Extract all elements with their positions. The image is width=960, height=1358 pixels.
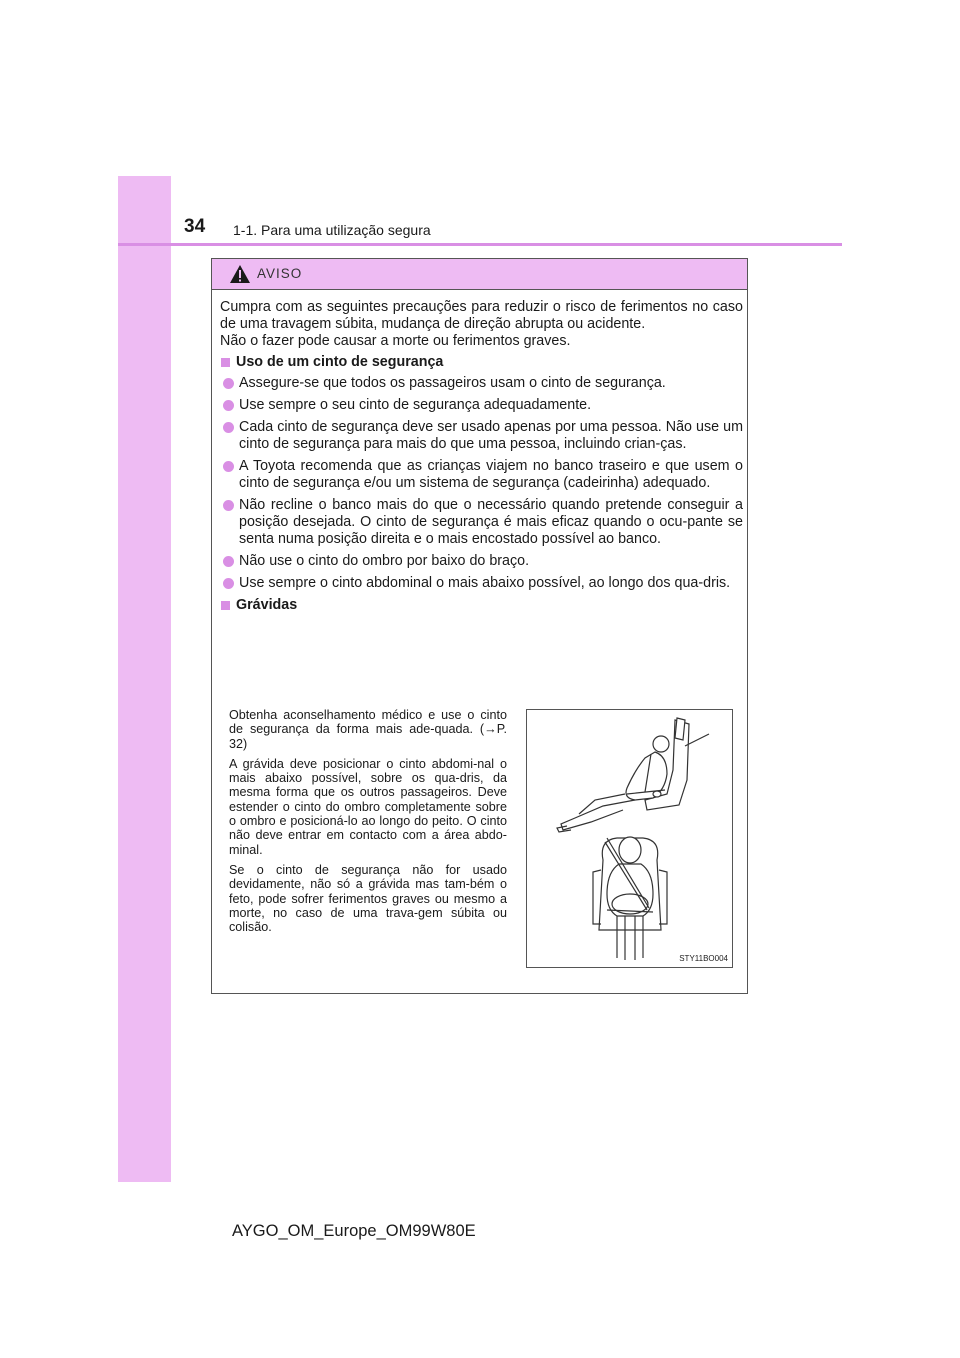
- list-item: [220, 497, 743, 548]
- section-heading-text: Uso de um cinto de segurança: [236, 354, 444, 370]
- section-heading: [220, 354, 743, 371]
- header-rule: [118, 243, 842, 246]
- round-bullet-icon: [223, 500, 234, 511]
- footer-doc-code: AYGO_OM_Europe_OM99W80E: [232, 1222, 476, 1240]
- intro-line: Não o fazer pode causar a morte ou ferimentos graves.: [220, 333, 571, 349]
- square-bullet-icon: [221, 358, 230, 367]
- paragraph: Se o cinto de segurança não for usado devidamente, não só a grávida mas tam-bém o feto, pode sofrer ferimentos graves ou mesmo a morte, no caso de uma trava-gem súbita ou colisão.: [229, 862, 507, 935]
- list-item: [220, 575, 743, 592]
- list-item: [220, 458, 743, 492]
- list-item: [220, 553, 743, 570]
- list-item: [220, 397, 743, 414]
- round-bullet-icon: [223, 578, 234, 589]
- warning-triangle-icon: [229, 264, 251, 284]
- intro-line: Cumpra com as seguintes precauções para reduzir o risco de ferimentos no caso de uma travagem súbita, mudança de direção abrupta ou acidente.: [220, 299, 743, 332]
- list-item: [220, 375, 743, 392]
- seatbelt-illustration-icon: [527, 710, 732, 967]
- round-bullet-icon: [223, 422, 234, 433]
- figure-code: STY11BO004: [679, 954, 728, 963]
- round-bullet-icon: [223, 378, 234, 389]
- list-item-text: Use sempre o cinto abdominal o mais abaixo possível, ao longo dos qua-dris.: [239, 575, 731, 591]
- list-item-text: Use sempre o seu cinto de segurança adequadamente.: [239, 397, 592, 413]
- warning-label: AVISO: [257, 266, 303, 281]
- intro-text: [220, 299, 743, 350]
- section-heading: [220, 597, 743, 614]
- list-item-text: Não recline o banco mais do que o necessário quando pretende conseguir a posição desejada. O cinto de segurança é mais eficaz quando o ocu-pante se senta numa posição direita e o mais encostado possível ao banco.: [239, 497, 743, 547]
- page-number: 34: [184, 216, 206, 237]
- round-bullet-icon: [223, 461, 234, 472]
- list-item-text: Não use o cinto do ombro por baixo do braço.: [239, 553, 530, 569]
- paragraph: Obtenha aconselhamento médico e use o cinto de segurança da forma mais ade-quada. (→P. 32): [229, 708, 507, 751]
- section-heading-text: Grávidas: [236, 597, 298, 613]
- warning-content: [220, 299, 743, 618]
- warning-header: [212, 259, 747, 290]
- square-bullet-icon: [221, 601, 230, 610]
- pregnant-seatbelt-illustration: [526, 709, 733, 968]
- round-bullet-icon: [223, 400, 234, 411]
- list-item-text: A Toyota recomenda que as crianças viajem no banco traseiro e que usem o cinto de segurança e/ou um sistema de segurança (cadeirinha) adequado.: [239, 458, 743, 491]
- side-color-band: [118, 176, 171, 1182]
- section-title: 1-1. Para uma utilização segura: [233, 222, 431, 238]
- list-item-text: Cada cinto de segurança deve ser usado apenas por uma pessoa. Não use um cinto de segurança para mais do que uma pessoa, incluindo crian-ças.: [239, 419, 743, 452]
- paragraph: A grávida deve posicionar o cinto abdomi-nal o mais abaixo possível, sobre os qua-dris, da mesma forma que os outros passageiros. Deve estender o cinto do ombro completamente sobre o ombro e posicioná-lo ao longo do peito. O cinto não deve entrar em contacto com a área abdo-minal.: [229, 756, 507, 857]
- pregnancy-text: [229, 708, 507, 940]
- list-item: [220, 419, 743, 453]
- round-bullet-icon: [223, 556, 234, 567]
- list-item-text: Assegure-se que todos os passageiros usam o cinto de segurança.: [239, 375, 666, 391]
